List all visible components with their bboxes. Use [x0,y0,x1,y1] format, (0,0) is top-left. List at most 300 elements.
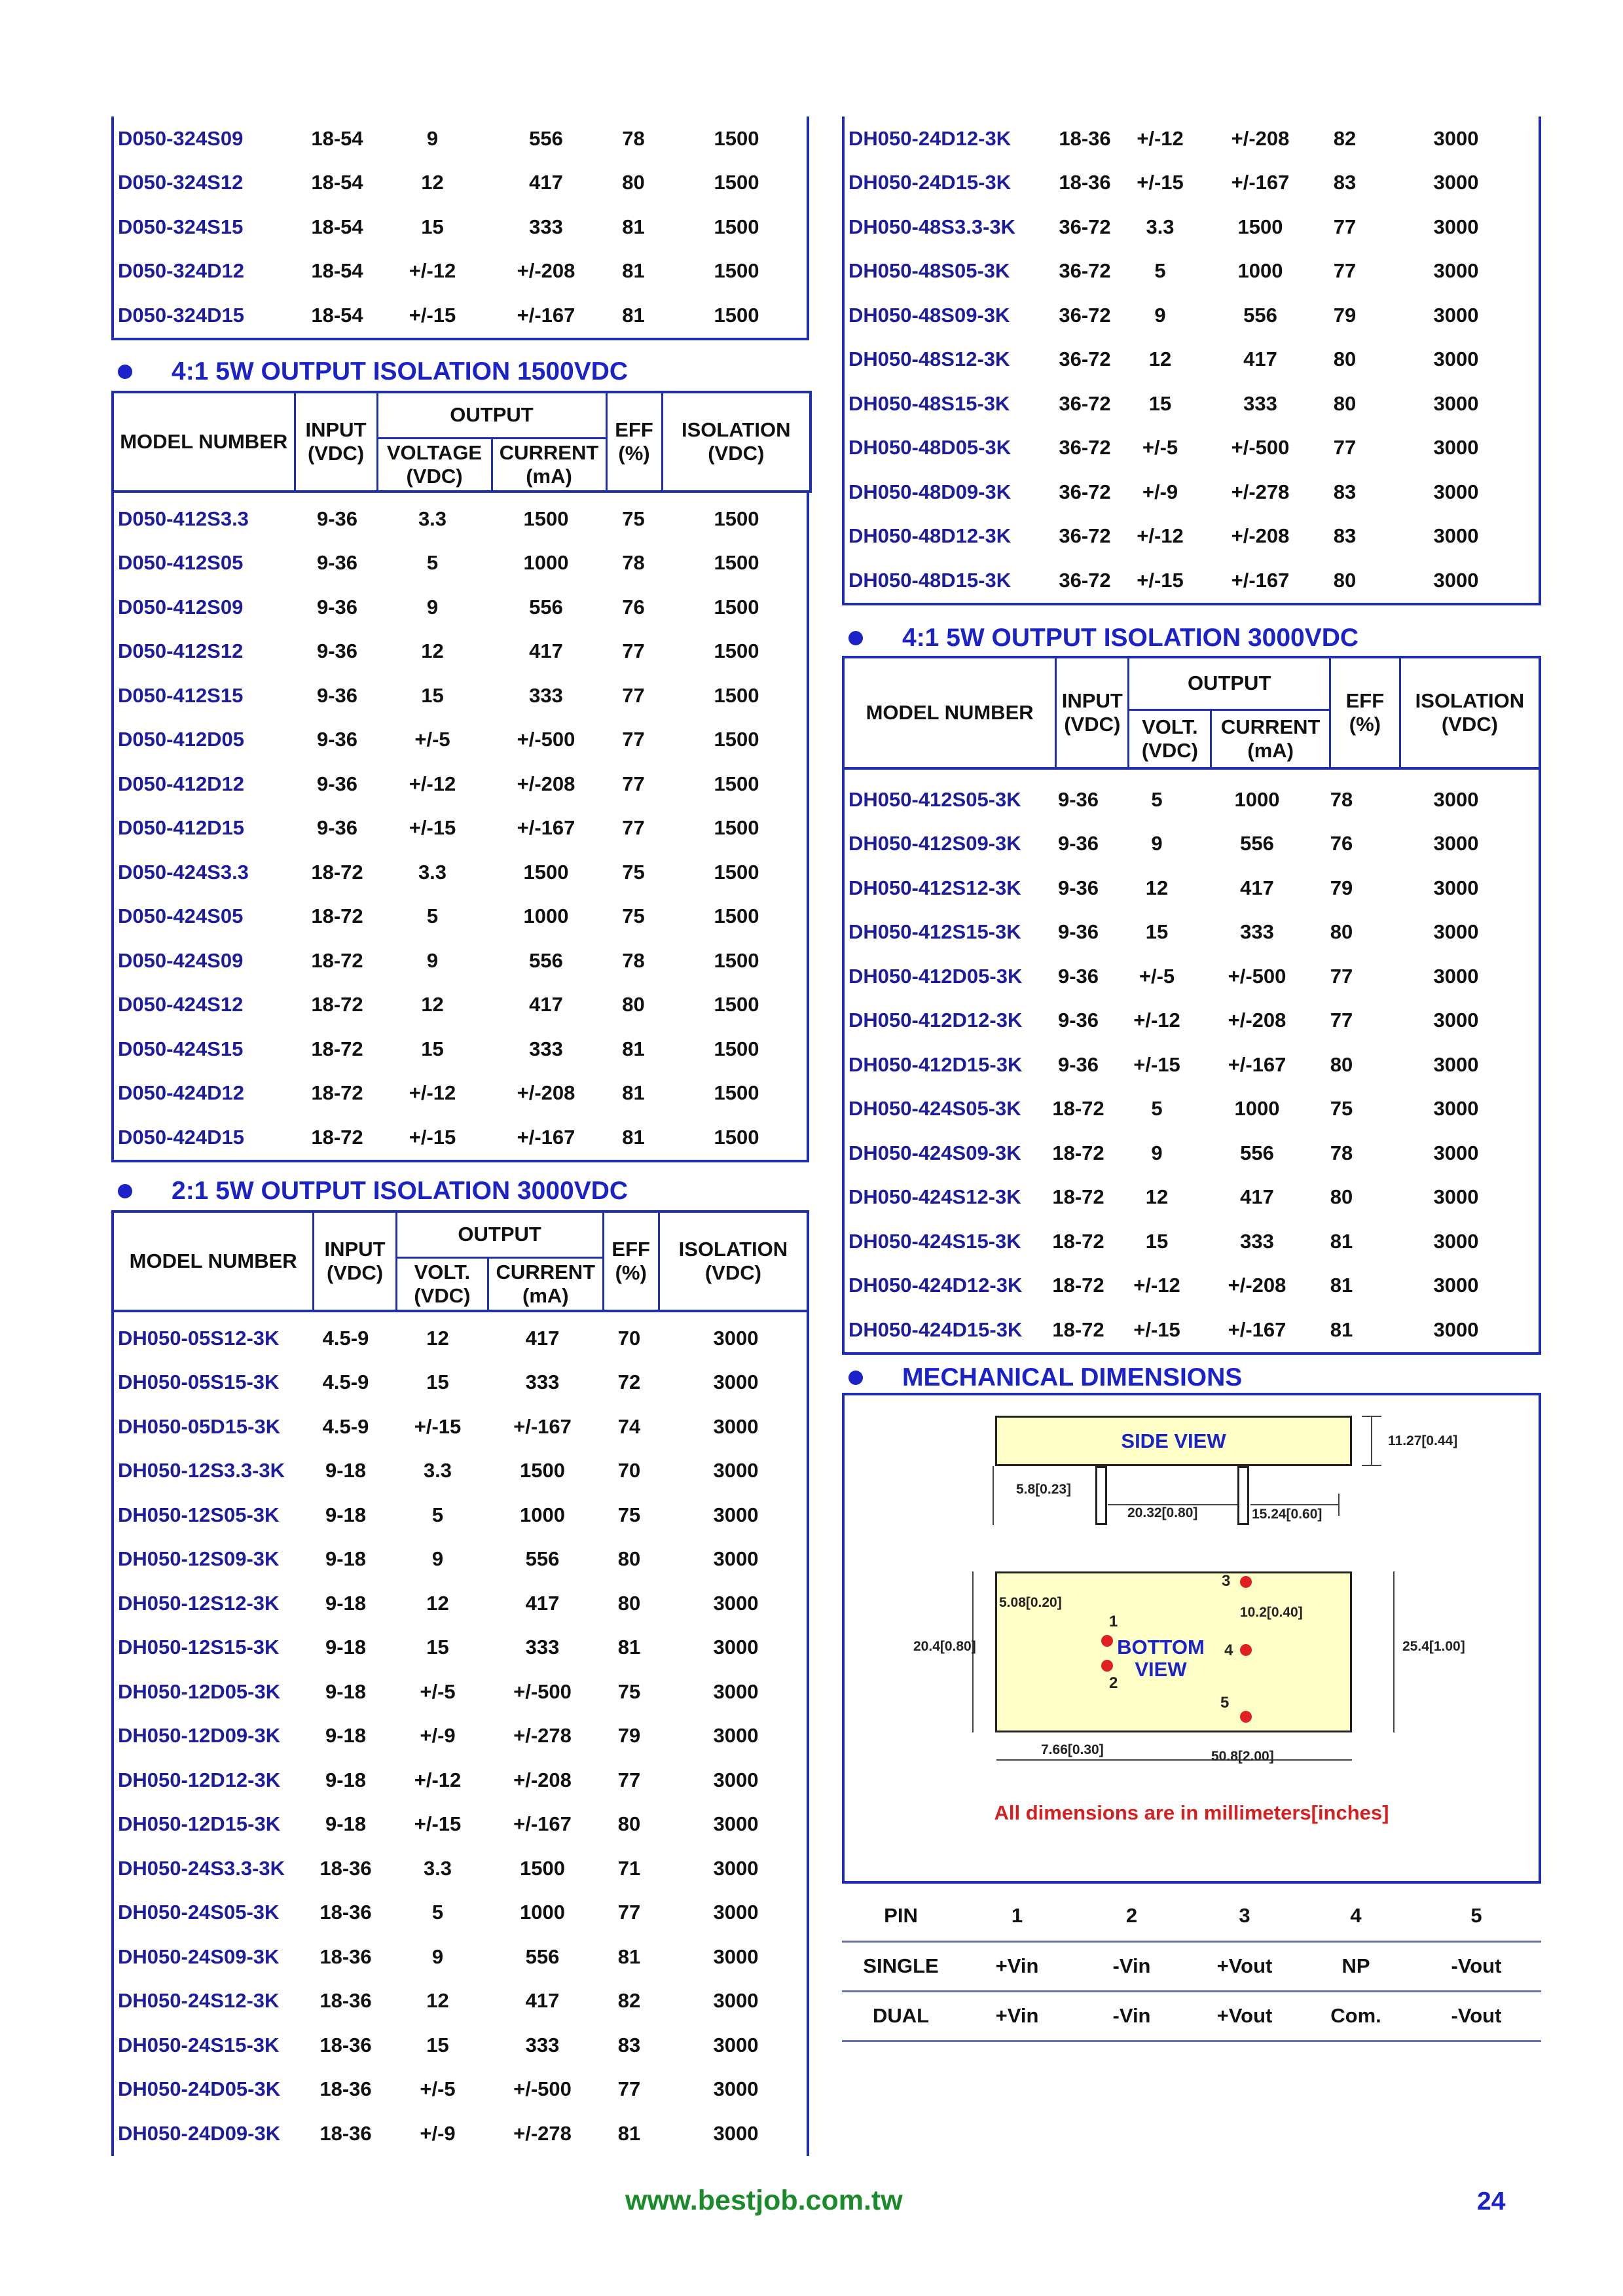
value-cell: +/-500 [1228,964,1286,988]
value-cell: 333 [525,1636,560,1659]
value-cell: 15 [421,1037,444,1060]
value-cell: 12 [426,1326,449,1350]
value-cell: +/-12 [1133,1274,1180,1297]
value-cell: 3.3 [418,860,447,884]
value-cell: 1500 [523,860,569,884]
value-cell: 81 [622,215,645,238]
value-cell: 3000 [1433,1052,1479,1076]
model-number-cell: D050-412D05 [118,728,245,751]
model-number-cell: DH050-412D05-3K [848,964,1023,988]
table-row [845,1175,1539,1220]
pin-4-number: 4 [1224,1641,1233,1659]
value-cell: 15 [421,683,444,707]
value-cell: 4.5-9 [322,1371,369,1394]
table-row [114,1449,807,1494]
dim-pin-spacing: 5.08[0.20] [999,1595,1062,1610]
value-cell: 18-36 [319,1856,372,1880]
table-row [114,630,812,674]
section-title-text: MECHANICAL DIMENSIONS [902,1363,1243,1391]
value-cell: 80 [1333,391,1357,415]
value-cell: 3000 [1433,259,1479,283]
value-cell: +/-208 [513,1768,572,1791]
value-cell: 9-18 [325,1812,367,1836]
value-cell: 556 [1240,1141,1274,1164]
pin-cell: PIN [842,1892,960,1941]
value-cell: 1000 [1234,1097,1280,1121]
value-cell: 80 [1330,1052,1353,1076]
section-title-text: 4:1 5W OUTPUT ISOLATION 1500VDC [172,357,629,386]
value-cell: +/-167 [513,1414,572,1438]
value-cell: 1500 [714,595,759,619]
model-number-cell: D050-412S3.3 [118,507,249,530]
pin-cell: 1 [960,1892,1074,1941]
value-cell: 18-36 [1059,171,1111,194]
model-number-cell: DH050-412S05-3K [848,787,1021,811]
value-cell: 1500 [520,1459,565,1482]
value-cell: 556 [1243,303,1277,327]
value-cell: 556 [525,1547,560,1571]
table-row [845,470,1539,514]
table-row [114,1758,807,1803]
pin-header-row [842,1892,1541,1941]
value-cell: 18-54 [311,126,363,150]
value-cell: 4.5-9 [322,1326,369,1350]
model-number-cell: DH050-48D05-3K [848,436,1012,459]
section-title-mech [848,1361,1242,1394]
value-cell: 417 [1240,1185,1274,1209]
value-cell: 15 [426,1371,449,1394]
value-cell: +/-208 [1231,126,1290,150]
value-cell: 3000 [1433,1318,1479,1341]
value-cell: 36-72 [1059,259,1111,283]
value-cell: 80 [617,1812,641,1836]
model-number-cell: DH050-424S05-3K [848,1097,1021,1121]
pin-cell: +Vin [960,1991,1074,2041]
model-number-cell: D050-424S05 [118,905,244,928]
header-current: CURRENT (mA) [1211,709,1330,768]
model-number-cell: DH050-48D09-3K [848,480,1012,503]
pin-cell: +Vout [1189,1941,1300,1991]
value-cell: +/-12 [409,259,456,283]
model-number-cell: DH050-412D15-3K [848,1052,1023,1076]
table-row [114,1714,807,1759]
value-cell: 18-36 [319,1901,372,1924]
value-cell: 3000 [713,1856,759,1880]
table-row [845,338,1539,382]
value-cell: 333 [525,2033,560,2056]
value-cell: 12 [421,171,444,194]
pin-cell: Com. [1300,1991,1412,2041]
value-cell: +/-208 [517,772,575,795]
value-cell: 78 [622,551,645,575]
side-pin-right [1237,1466,1249,1525]
table-top-right [842,117,1541,605]
value-cell: 36-72 [1059,303,1111,327]
value-cell: 556 [529,126,563,150]
value-cell: 12 [1145,1185,1169,1209]
table-row [845,866,1539,910]
model-number-cell: DH050-12S15-3K [118,1636,280,1659]
model-number-cell: DH050-424D15-3K [848,1318,1023,1341]
footer-url[interactable]: www.bestjob.com.tw [625,2185,903,2216]
value-cell: 72 [617,1371,641,1394]
table-row [845,910,1539,955]
value-cell: 9-36 [1057,832,1099,855]
pin-2-icon [1101,1660,1113,1672]
value-cell: 81 [1330,1229,1353,1253]
table-row [114,1846,807,1891]
value-cell: 12 [426,1591,449,1615]
model-number-cell: DH050-24S15-3K [118,2033,280,2056]
value-cell: 3000 [713,1768,759,1791]
model-number-cell: D050-412S15 [118,683,244,707]
value-cell: 15 [1148,391,1172,415]
value-cell: +/-12 [1133,1009,1180,1032]
value-cell: 36-72 [1059,215,1111,238]
value-cell: 1500 [714,948,759,972]
value-cell: 81 [1330,1318,1353,1341]
value-cell: 77 [622,816,645,840]
value-cell: 9 [1154,303,1166,327]
value-cell: 9-36 [316,772,358,795]
value-cell: 9-36 [316,507,358,530]
value-cell: 83 [1333,171,1357,194]
value-cell: 80 [1333,348,1357,371]
value-cell: 78 [622,948,645,972]
model-number-cell: D050-324S09 [118,126,244,150]
value-cell: 74 [617,1414,641,1438]
model-number-cell: D050-324D12 [118,259,245,283]
table-row [845,426,1539,471]
value-cell: 417 [525,1326,560,1350]
table-row [114,1626,807,1670]
dim-line [1362,1465,1381,1466]
value-cell: +/-15 [414,1414,462,1438]
dim-line [993,1466,994,1525]
value-cell: 76 [622,595,645,619]
value-cell: 75 [622,507,645,530]
value-cell: +/-500 [517,728,575,751]
value-cell: 9 [1151,832,1163,855]
table-row [845,514,1539,559]
pin-cell: 2 [1074,1892,1189,1941]
value-cell: 556 [1240,832,1274,855]
model-number-cell: DH050-12D05-3K [118,1679,281,1703]
table-row [845,205,1539,249]
value-cell: +/-5 [420,1679,456,1703]
header-model: MODEL NUMBER [113,392,295,492]
value-cell: +/-208 [517,259,575,283]
value-cell: 18-72 [311,948,363,972]
value-cell: +/-167 [513,1812,572,1836]
table-row [114,1581,807,1626]
model-number-cell: DH050-24D05-3K [118,2077,281,2101]
value-cell: 36-72 [1059,568,1111,592]
value-cell: 75 [622,905,645,928]
value-cell: 3000 [1433,436,1479,459]
table-row [845,558,1539,603]
value-cell: 1500 [714,683,759,707]
value-cell: 417 [529,639,563,663]
value-cell: 9 [431,1547,444,1571]
pin-cell: DUAL [842,1991,960,2041]
model-number-cell: DH050-48D15-3K [848,568,1012,592]
value-cell: 3000 [1433,568,1479,592]
table-row [845,1087,1539,1132]
value-cell: +/-15 [1137,171,1184,194]
value-cell: 3000 [713,1636,759,1659]
value-cell: 1500 [714,259,759,283]
value-cell: 77 [622,639,645,663]
dim-line [996,1759,1352,1761]
value-cell: 3000 [713,1503,759,1526]
value-cell: 9-18 [325,1724,367,1748]
model-number-cell: DH050-24D12-3K [848,126,1012,150]
value-cell: +/-278 [513,2121,572,2145]
table-row [114,850,812,895]
value-cell: +/-9 [420,2121,456,2145]
value-cell: 81 [1330,1274,1353,1297]
table-row [114,1493,807,1537]
dim-pin-span: 20.32[0.80] [1127,1505,1198,1520]
table-row [114,1316,807,1361]
value-cell: 3000 [713,2077,759,2101]
pin-cell: -Vin [1074,1991,1189,2041]
dim-line [1362,1416,1381,1417]
value-cell: 80 [617,1547,641,1571]
header-model: MODEL NUMBER [113,1211,314,1311]
value-cell: 417 [525,1591,560,1615]
value-cell: 1500 [714,772,759,795]
table-row [114,1537,807,1582]
pin-1-number: 1 [1109,1613,1118,1630]
value-cell: 9-36 [316,728,358,751]
value-cell: +/-208 [1228,1009,1286,1032]
value-cell: 5 [431,1901,444,1924]
value-cell: 3000 [1433,480,1479,503]
value-cell: 75 [617,1503,641,1526]
value-cell: 81 [617,2121,641,2145]
section-title-412 [118,355,628,388]
value-cell: 36-72 [1059,391,1111,415]
model-number-cell: DH050-12S09-3K [118,1547,280,1571]
value-cell: +/-167 [1231,568,1290,592]
pin-cell: 3 [1189,1892,1300,1941]
value-cell: 9-36 [1057,876,1099,899]
table-row [114,718,812,762]
value-cell: 333 [529,683,563,707]
table-row [114,939,812,983]
value-cell: 3000 [713,1989,759,2013]
value-cell: 1000 [523,905,569,928]
model-number-cell: DH050-24S09-3K [118,1945,280,1968]
value-cell: 80 [622,171,645,194]
model-number-cell: DH050-24S12-3K [118,1989,280,2013]
pin-cell: +Vin [960,1941,1074,1991]
value-cell: +/-15 [1133,1318,1180,1341]
model-number-cell: DH050-24S05-3K [118,1901,280,1924]
value-cell: 79 [617,1724,641,1748]
value-cell: +/-15 [409,1125,456,1149]
value-cell: 82 [617,1989,641,2013]
table-row [114,1071,812,1116]
value-cell: 18-54 [311,171,363,194]
header-model: MODEL NUMBER [843,657,1056,768]
model-number-cell: DH050-424S12-3K [848,1185,1021,1209]
table-row [114,293,812,338]
value-cell: 80 [1330,1185,1353,1209]
value-cell: +/-167 [517,1125,575,1149]
value-cell: 3.3 [423,1856,452,1880]
pin-cell: 5 [1412,1892,1541,1941]
value-cell: 79 [1333,303,1357,327]
model-number-cell: D050-412S05 [118,551,244,575]
mech-diagram [842,1393,1541,1884]
value-cell: +/-5 [1142,436,1178,459]
table-412 [111,391,809,1162]
value-cell: 18-72 [1052,1141,1104,1164]
value-cell: +/-278 [1231,480,1290,503]
table-row [845,382,1539,426]
value-cell: 18-72 [1052,1229,1104,1253]
table-row [114,1361,807,1405]
value-cell: 9-36 [1057,1009,1099,1032]
value-cell: 3000 [1433,832,1479,855]
table-row [845,1264,1539,1308]
value-cell: 3000 [713,1371,759,1394]
model-number-cell: DH050-12S05-3K [118,1503,280,1526]
dim-offset: 7.66[0.30] [1041,1742,1104,1757]
value-cell: 9-36 [316,639,358,663]
value-cell: 81 [622,259,645,283]
model-number-cell: D050-324S12 [118,171,244,194]
header-input: INPUT (VDC) [295,392,377,492]
value-cell: 9 [426,126,439,150]
dim-length: 50.8[2.00] [1211,1749,1274,1764]
model-number-cell: DH050-12S3.3-3K [118,1459,285,1482]
value-cell: 333 [525,1371,560,1394]
value-cell: +/-12 [409,1081,456,1105]
value-cell: 9-18 [325,1679,367,1703]
value-cell: 78 [1330,1141,1353,1164]
value-cell: 3.3 [418,507,447,530]
value-cell: 1000 [1237,259,1283,283]
model-number-cell: DH050-424D12-3K [848,1274,1023,1297]
table-row [114,1979,807,2024]
value-cell: 77 [622,683,645,707]
header-output: OUTPUT [396,1211,603,1257]
value-cell: 78 [1330,787,1353,811]
value-cell: 78 [622,126,645,150]
value-cell: 3000 [713,1945,759,1968]
table-row [114,2068,807,2112]
value-cell: +/-15 [1133,1052,1180,1076]
dim-line [1250,1504,1338,1505]
value-cell: 3000 [713,1414,759,1438]
value-cell: 1500 [714,860,759,884]
value-cell: 12 [1145,876,1169,899]
value-cell: 9-36 [1057,920,1099,944]
model-number-cell: D050-424D15 [118,1125,245,1149]
dim-width-left: 20.4[0.80] [913,1639,976,1654]
value-cell: 3000 [1433,391,1479,415]
value-cell: 1500 [714,639,759,663]
value-cell: 1500 [714,215,759,238]
table-dh41 [842,656,1541,1355]
value-cell: 417 [1240,876,1274,899]
value-cell: 9-18 [325,1636,367,1659]
value-cell: 75 [622,860,645,884]
pin-2-number: 2 [1109,1674,1118,1692]
table-row [845,161,1539,206]
model-number-cell: DH050-412S09-3K [848,832,1021,855]
value-cell: 15 [426,1636,449,1659]
model-number-cell: D050-412D12 [118,772,245,795]
value-cell: 9 [426,595,439,619]
model-number-cell: DH050-05S12-3K [118,1326,280,1350]
value-cell: 1500 [714,171,759,194]
value-cell: +/-167 [1228,1318,1286,1341]
model-number-cell: DH050-05D15-3K [118,1414,281,1438]
value-cell: 417 [1243,348,1277,371]
value-cell: 3000 [713,1901,759,1924]
table-row [114,161,812,206]
model-number-cell: DH050-48D12-3K [848,524,1012,548]
value-cell: 77 [1333,215,1357,238]
value-cell: 3000 [1433,171,1479,194]
value-cell: 9-18 [325,1503,367,1526]
model-number-cell: DH050-412S15-3K [848,920,1021,944]
table-row [114,2111,807,2156]
value-cell: 75 [617,1679,641,1703]
value-cell: 333 [1243,391,1277,415]
header-output: OUTPUT [377,392,606,438]
table-row [845,1219,1539,1264]
value-cell: 18-36 [319,2077,372,2101]
value-cell: +/-9 [1142,480,1178,503]
value-cell: 18-72 [311,905,363,928]
model-number-cell: DH050-412S12-3K [848,876,1021,899]
value-cell: 3000 [1433,1185,1479,1209]
table-header [842,656,1541,770]
model-number-cell: D050-424S12 [118,993,244,1016]
value-cell: 9-36 [316,551,358,575]
value-cell: 3000 [1433,126,1479,150]
value-cell: 5 [426,905,439,928]
table-row [114,205,812,249]
value-cell: 9-18 [325,1591,367,1615]
value-cell: 5 [426,551,439,575]
table-row [845,249,1539,294]
value-cell: 81 [622,1081,645,1105]
value-cell: 82 [1333,126,1357,150]
value-cell: +/-167 [1228,1052,1286,1076]
value-cell: 1000 [520,1503,565,1526]
value-cell: 77 [622,772,645,795]
value-cell: 15 [426,2033,449,2056]
pin-3-number: 3 [1222,1572,1231,1590]
model-number-cell: DH050-424S15-3K [848,1229,1021,1253]
model-number-cell: DH050-424S09-3K [848,1141,1021,1164]
value-cell: 9-36 [1057,787,1099,811]
value-cell: 18-54 [311,259,363,283]
pin-4-icon [1240,1644,1252,1656]
table-row [114,762,812,806]
value-cell: 15 [1145,920,1169,944]
value-cell: +/-500 [513,2077,572,2101]
value-cell: 9-36 [316,595,358,619]
table-row [845,1131,1539,1175]
